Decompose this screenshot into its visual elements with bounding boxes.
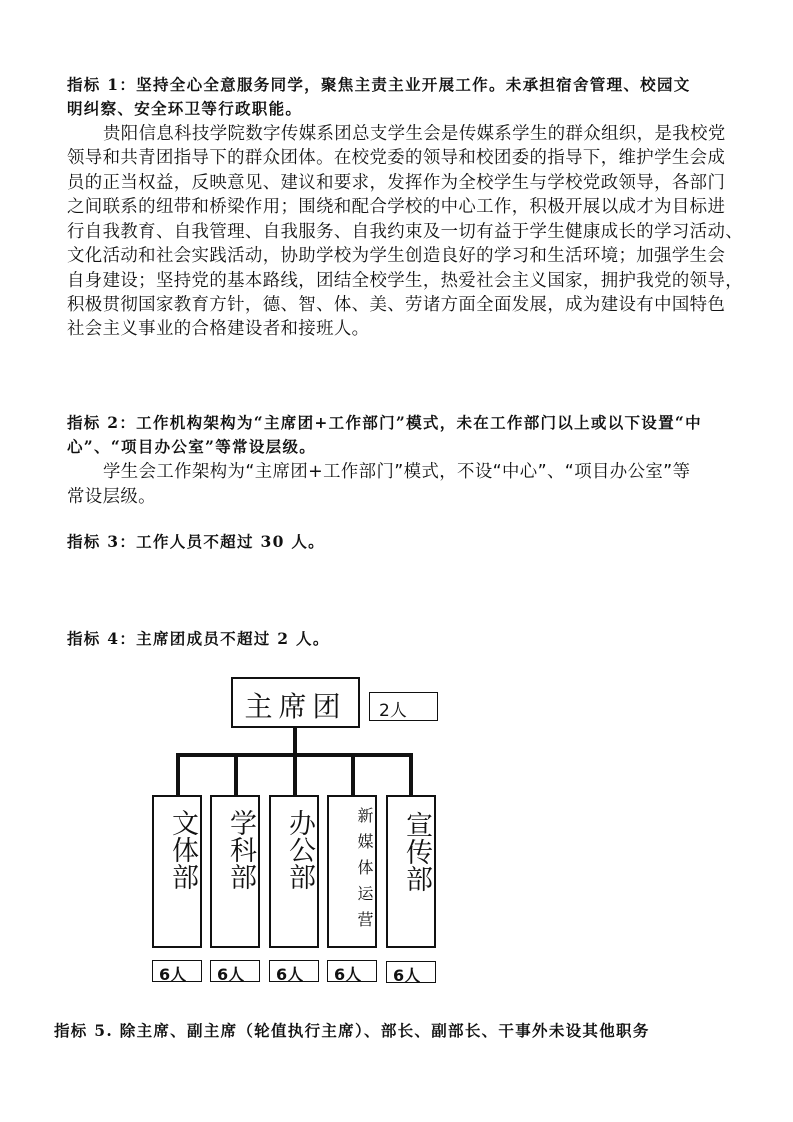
root-count: 2人 [379,701,407,721]
root-label: 主席团 [244,690,347,723]
body-line: 积极贯彻国家教育方针，德、智、体、美、劳诸方面全面发展，成为建设有中国特色 [67,295,726,315]
department-count: 6人 [276,965,304,984]
body-line: 员的正当权益，反映意见、建议和要求，发挥作为全校学生与学校党政领导，各部门 [67,173,726,193]
department-count: 6人 [334,965,362,984]
connector-line [351,753,355,796]
connector-line [176,753,180,796]
indicator-3-heading: 指标 3：工作人员不超过 30 人。 [67,532,325,551]
body-line: 领导和共青团指导下的群众团体。在校党委的领导和校团委的指导下，维护学生会成 [67,148,726,168]
root-count-box [369,692,438,721]
department-box [327,795,377,948]
body-line: 文化活动和社会实践活动，协助学校为学生创造良好的学习和生活环境；加强学生会 [67,246,726,266]
heading-line: 指标 1：坚持全心全意服务同学，聚焦主责主业开展工作。未承担宿舍管理、校园文 [67,75,691,94]
department-label: 新媒体运营 [355,807,374,937]
department-count-box [269,960,319,982]
connector-line [234,753,238,796]
department-count-box [210,960,260,982]
body-line: 行自我教育、自我管理、自我服务、自我约束及一切有益于学生健康成长的学习活动、 [67,222,744,242]
department-count: 6人 [393,966,421,985]
department-count: 6人 [217,965,245,984]
indicator-5-heading: 指标 5. 除主席、副主席（轮值执行主席）、部长、副部长、干事外未设其他职务 [54,1021,650,1040]
heading-line: 指标 2：工作机构架构为“主席团+工作部门”模式，未在工作部门以上或以下设置“中 [67,413,702,432]
heading-line: 心”、“项目办公室”等常设层级。 [67,437,317,456]
body-line: 学生会工作架构为“主席团+工作部门”模式，不设“中心”、“项目办公室”等 [103,462,691,482]
department-box [269,795,319,948]
body-line: 之间联系的纽带和桥梁作用；围绕和配合学校的中心工作，积极开展以成才为目标进 [67,197,726,217]
department-label: 宣传部 [401,811,432,892]
department-box [152,795,202,948]
department-box [386,795,436,948]
department-label: 办公部 [284,809,315,890]
department-count: 6人 [159,965,187,984]
root-box [231,677,360,728]
department-label: 文体部 [167,809,198,890]
indicator-4-heading: 指标 4：主席团成员不超过 2 人。 [67,629,330,648]
connector-line [409,753,413,796]
body-line: 社会主义事业的合格建设者和接班人。 [67,319,370,339]
department-label: 学科部 [225,809,256,890]
connector-line [293,753,297,796]
department-count-box [327,960,377,982]
department-count-box [152,960,202,982]
department-box [210,795,260,948]
body-line: 贵阳信息科技学院数字传媒系团总支学生会是传媒系学生的群众组织，是我校党 [103,124,726,144]
body-line: 自身建设；坚持党的基本路线，团结全校学生，热爱社会主义国家，拥护我党的领导， [67,271,744,291]
heading-line: 明纠察、安全环卫等行政职能。 [67,99,303,118]
body-line: 常设层级。 [67,487,156,507]
connector-line [293,728,297,756]
department-count-box [386,961,436,983]
